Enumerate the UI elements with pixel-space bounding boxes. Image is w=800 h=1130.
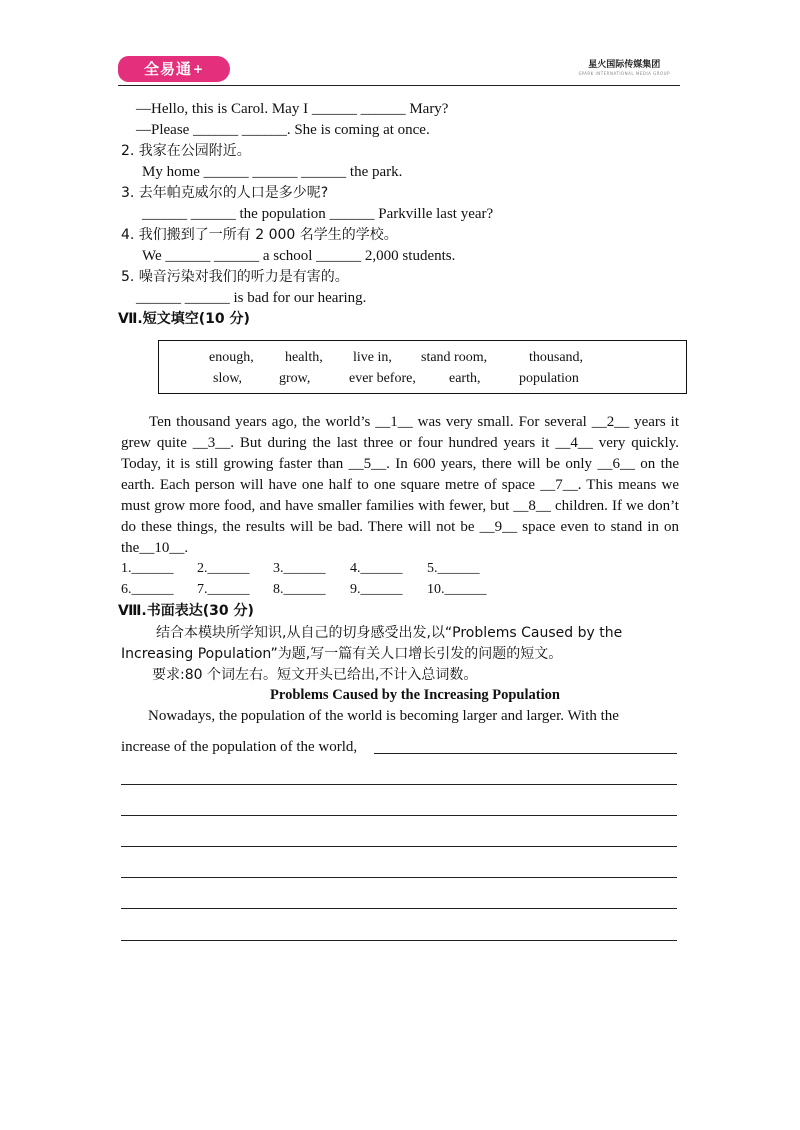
passage-text: very quickly. Today, it is still growing faster than bbox=[121, 435, 680, 472]
logo-plus: + bbox=[193, 62, 205, 76]
answer-blank[interactable]: 3.______ bbox=[273, 561, 326, 576]
publisher-subtext: SPARK INTERNATIONAL MEDIA GROUP bbox=[578, 71, 670, 76]
passage-text: on the earth. Each person will have one half to one square metre of space bbox=[121, 456, 680, 493]
instruction-line-2: Increasing Population”为题,写一篇有关人口增长引发的问题的短文。 bbox=[121, 646, 563, 662]
writing-line[interactable] bbox=[121, 784, 677, 785]
cloze-blank[interactable]: __3__ bbox=[192, 435, 231, 451]
word-bank-item: ever before, bbox=[349, 371, 416, 386]
q4-chinese: 4. 我们搬到了一所有 2 000 名学生的学校。 bbox=[121, 227, 398, 243]
q3-chinese: 3. 去年帕克威尔的人口是多少呢? bbox=[121, 185, 329, 201]
answer-blank[interactable]: 7.______ bbox=[197, 582, 250, 597]
cloze-blank[interactable]: __8__ bbox=[513, 498, 551, 514]
word-bank-item: slow, bbox=[213, 371, 243, 386]
cloze-passage bbox=[121, 412, 679, 559]
answer-blank[interactable]: 1.______ bbox=[121, 561, 174, 576]
requirement-line: 要求:80 个词左右。短文开头已给出,不计入总词数。 bbox=[152, 667, 478, 683]
q2-chinese: 2. 我家在公园附近。 bbox=[121, 143, 251, 159]
passage-text: . But during the last three or four hundred years it bbox=[230, 435, 556, 451]
writing-line[interactable] bbox=[121, 908, 677, 909]
cloze-blank[interactable]: __1__ bbox=[375, 414, 413, 430]
dialogue-line-2: —Please ______ ______. She is coming at once. bbox=[136, 122, 430, 138]
q5-chinese: 5. 噪音污染对我们的听力是有害的。 bbox=[121, 269, 349, 285]
q2-english: My home ______ ______ ______ the park. bbox=[142, 164, 403, 180]
instruction-line-1: 结合本模块所学知识,从自己的切身感受出发,以“Problems Caused by the bbox=[156, 625, 623, 641]
answer-blank[interactable]: 5.______ bbox=[427, 561, 480, 576]
word-bank-item: grow, bbox=[279, 371, 311, 386]
cloze-blank[interactable]: __9__ bbox=[479, 519, 518, 535]
dialogue-line-1: —Hello, this is Carol. May I ______ ______ Mary? bbox=[136, 101, 449, 117]
writing-line[interactable] bbox=[121, 815, 677, 816]
q4-english: We ______ ______ a school ______ 2,000 students. bbox=[142, 248, 456, 264]
passage-text: Ten thousand years ago, the world’s bbox=[149, 414, 376, 430]
writing-line[interactable] bbox=[121, 846, 677, 847]
answer-blank[interactable]: 10.______ bbox=[427, 582, 487, 597]
writing-line[interactable] bbox=[121, 940, 677, 941]
passage-text: was very small. For several bbox=[412, 414, 592, 430]
q5-english: ______ ______ is bad for our hearing. bbox=[136, 290, 367, 306]
cloze-blank[interactable]: __2__ bbox=[591, 414, 630, 430]
passage-text: space even to stand in on the bbox=[121, 519, 679, 556]
section-7-title: Ⅶ.短文填空(10 分) bbox=[118, 311, 250, 327]
cloze-blank[interactable]: __6__ bbox=[597, 456, 635, 472]
passage-text: . In 600 years, there will be only bbox=[386, 456, 598, 472]
passage-text: . bbox=[184, 540, 189, 556]
answer-blank[interactable]: 2.______ bbox=[197, 561, 250, 576]
publisher-name bbox=[578, 60, 670, 77]
q3-english: ______ ______ the population ______ Parkville last year? bbox=[142, 206, 494, 222]
essay-start-line-2: increase of the population of the world, bbox=[121, 739, 358, 755]
answer-blank[interactable]: 9.______ bbox=[350, 582, 403, 597]
essay-start-line-1: Nowadays, the population of the world is becoming larger and larger. With the bbox=[148, 708, 619, 724]
word-bank-item: stand room, bbox=[421, 350, 488, 365]
writing-line[interactable] bbox=[374, 753, 677, 754]
word-bank-item: live in, bbox=[353, 350, 392, 365]
passage-text: children. If we don’t do these things, the results will be bad. There will not be bbox=[121, 498, 679, 535]
section-8-title: Ⅷ.书面表达(30 分) bbox=[118, 603, 254, 619]
answer-blank[interactable]: 8.______ bbox=[273, 582, 326, 597]
passage-text: . This means we must grow more food, and have smaller families with fewer, but bbox=[121, 477, 679, 514]
publisher-text: 星火国际传媒集团 bbox=[588, 60, 661, 70]
word-bank-item: health, bbox=[285, 350, 323, 365]
brand-logo bbox=[118, 56, 230, 82]
word-bank-item: thousand, bbox=[529, 350, 584, 365]
passage-text: years it grew quite bbox=[121, 414, 679, 451]
logo-text: 全易通 bbox=[144, 60, 193, 78]
word-bank-item: enough, bbox=[209, 350, 254, 365]
essay-title: Problems Caused by the Increasing Population bbox=[270, 687, 560, 703]
answer-blank[interactable]: 6.______ bbox=[121, 582, 174, 597]
word-bank-item: population bbox=[519, 371, 579, 386]
answer-blank[interactable]: 4.______ bbox=[350, 561, 403, 576]
word-bank-box bbox=[158, 340, 687, 394]
cloze-blank[interactable]: __7__ bbox=[540, 477, 578, 493]
cloze-blank[interactable]: __10__ bbox=[139, 540, 185, 556]
writing-line[interactable] bbox=[121, 877, 677, 878]
word-bank-item: earth, bbox=[449, 371, 481, 386]
header-divider bbox=[118, 85, 680, 86]
cloze-blank[interactable]: __5__ bbox=[348, 456, 387, 472]
cloze-blank[interactable]: __4__ bbox=[555, 435, 593, 451]
page-header bbox=[118, 54, 680, 88]
